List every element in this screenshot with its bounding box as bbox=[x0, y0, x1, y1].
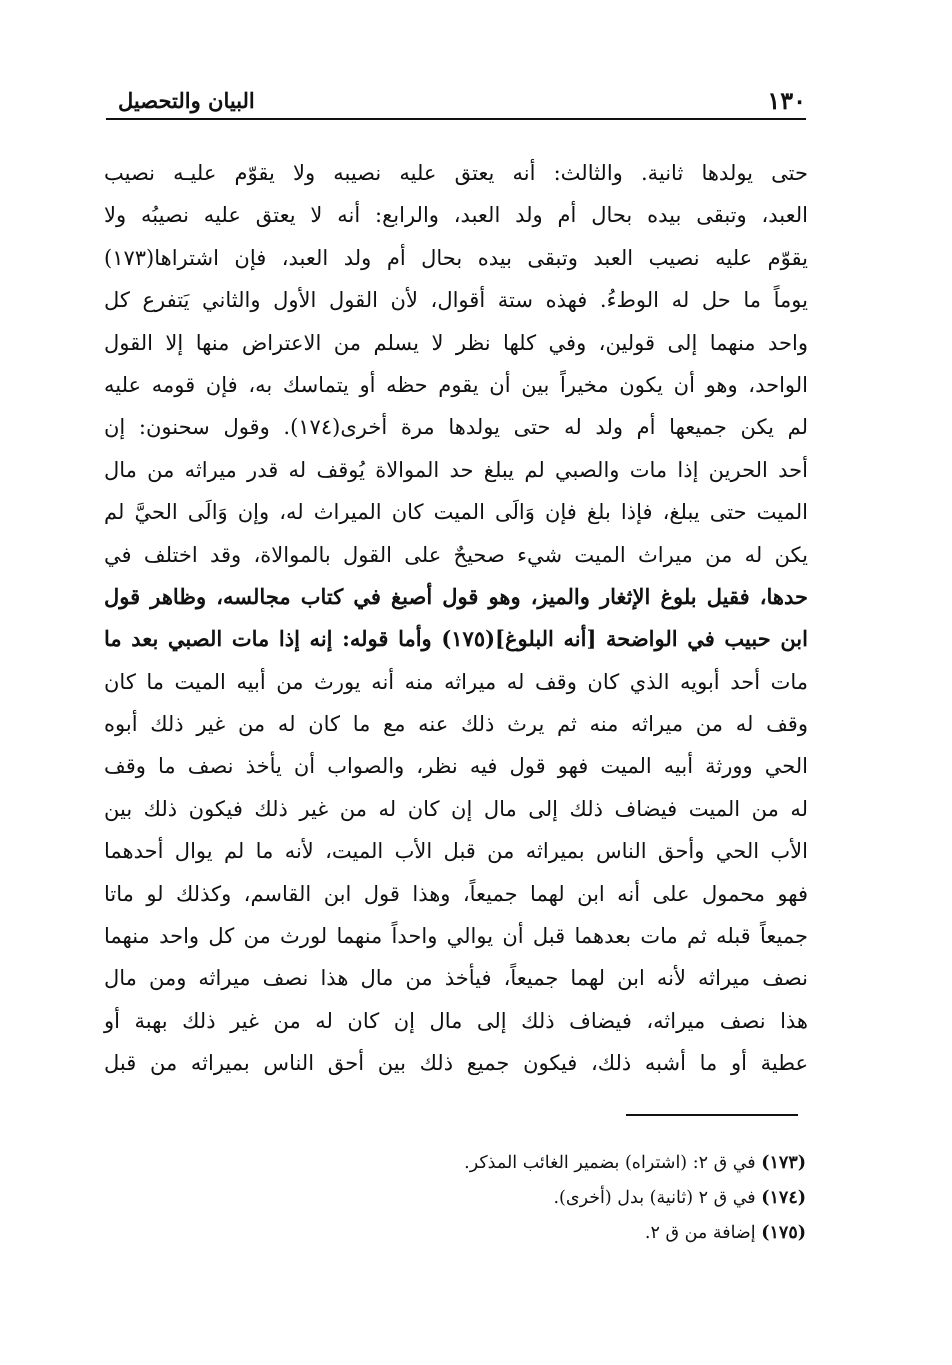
footnote-divider bbox=[626, 1114, 798, 1116]
text-line: عطية أو ما أشبه ذلك، فيكون جميع ذلك بين أحق الناس بميراثه من قبل bbox=[104, 1051, 808, 1076]
footnotes bbox=[300, 1146, 806, 1251]
footnote bbox=[300, 1181, 806, 1216]
text-line: فهو محمول على أنه ابن لهما جميعاً، وهذا قول ابن القاسم، وكذلك لو ماتا bbox=[104, 881, 808, 906]
text-line: العبد، وتبقى بيده بحال أم ولد العبد، والرابع: أنه لا يعتق عليه نصيبُه ولا bbox=[104, 203, 808, 228]
page-number: ١٣٠ bbox=[767, 86, 806, 115]
footnote-text: إضافة من ق ٢. bbox=[644, 1223, 756, 1243]
footnote-number: (١٧٣) bbox=[761, 1153, 806, 1173]
footnote-text: في ق ٢: (اشتراه) بضمير الغائب المذكر. bbox=[464, 1153, 756, 1173]
running-header bbox=[106, 82, 806, 120]
text-line: لم يكن جميعها أم ولد له حتى يولدها مرة أخرى(١٧٤). وقول سحنون: إن bbox=[104, 415, 808, 440]
footnote bbox=[300, 1146, 806, 1181]
footnote-number: (١٧٥) bbox=[761, 1223, 806, 1243]
book-title: البيان والتحصيل bbox=[118, 88, 255, 113]
text-line: يوماً ما حل له الوطءُ. فهذه ستة أقوال، لأن القول الأول والثاني يَتفرع كل bbox=[104, 288, 808, 313]
text-line: الأب الحي وأحق الناس بميراثه من قبل الأب الميت، لأنه ما لم يوال أحدهما bbox=[104, 839, 808, 864]
text-line: الحي وورثة أبيه الميت فهو قول فيه نظر، والصواب أن يأخذ نصف ما وقف bbox=[104, 754, 808, 779]
text-line: مات أحد أبويه الذي كان وقف له ميراثه منه أنه يورث من أبيه الميت ما كان bbox=[104, 669, 808, 694]
text-line: جميعاً قبله ثم مات بعدهما قبل أن يوالي واحداً منهما لورث من كل واحد منهما bbox=[104, 924, 808, 949]
text-line: الواحد، وهو أن يكون مخيراً بين أن يقوم حظه أو يتماسك به، فإن قومه عليه bbox=[104, 372, 808, 397]
text-line: حتى يولدها ثانية. والثالث: أنه يعتق عليه نصيبه ولا يقوّم عليـه نصيب bbox=[104, 161, 808, 185]
text-line: هذا نصف ميراثه، فيضاف ذلك إلى مال إن كان له من غير ذلك بهبة أو bbox=[104, 1008, 808, 1033]
text-line: حدها، فقيل بلوغ الإثغار والميز، وهو قول أصبغ في كتاب مجالسه، وظاهر قول bbox=[104, 583, 808, 609]
main-text bbox=[104, 152, 808, 1085]
footnote-number: (١٧٤) bbox=[761, 1188, 806, 1208]
text-line: أحد الحرين إذا مات والصبي لم يبلغ حد الموالاة يُوقف له قدر ميراثه من مال bbox=[104, 457, 808, 482]
footnote-text: في ق ٢ (ثانية) بدل (أخرى). bbox=[553, 1188, 756, 1208]
text-line: وقف له من ميراثه منه ثم يرث ذلك عنه مع ما كان له من غير ذلك أبوه bbox=[104, 712, 808, 737]
text-line: له من الميت فيضاف ذلك إلى مال إن كان له من غير ذلك فيكون ذلك بين bbox=[104, 796, 808, 821]
text-line: الميت حتى يبلغ، فإذا بلغ فإن وَالَى الميت كان الميراث له، وإن وَالَى الحيَّ لم bbox=[104, 500, 808, 525]
text-line: نصف ميراثه لأنه ابن لهما جميعاً، فيأخذ من مال هذا نصف ميراثه ومن مال bbox=[104, 966, 808, 991]
text-line: يكن له من ميراث الميت شيء صحيحٌ على القول بالموالاة، وقد اختلف في bbox=[104, 542, 808, 567]
text-line: واحد منهما إلى قولين، وفي كلها نظر لا يسلم من الاعتراض منها إلا القول bbox=[104, 330, 808, 355]
footnote bbox=[300, 1216, 806, 1251]
text-line: ابن حبيب في الواضحة [أنه البلوغ](١٧٥) وأما قوله: إنه إذا مات الصبي بعد ما bbox=[104, 626, 808, 652]
text-line: يقوّم عليه نصيب العبد وتبقى بيده بحال أم ولد العبد، فإن اشتراها(١٧٣) bbox=[104, 245, 808, 270]
